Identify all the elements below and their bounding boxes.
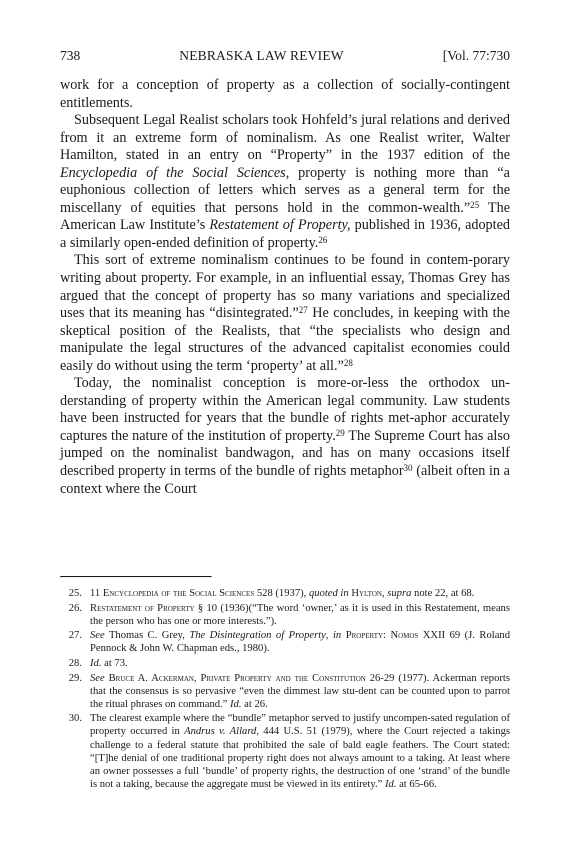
- body-text: [60, 77, 510, 498]
- paragraph: This sort of extreme nominalism continues to be found in contem-porary writing about property. For example, in an influential essay, Thomas Grey has argued that the concept of property has so many variations and specialized uses that its meaning has “disintegrated.”$^{27}$ He concludes, in keeping with the skeptical position of the Realists, that “the specialists who design and manipulate the legal structures of the advanced capitalist economies could easily do without using the term ‘property’ at all.”$^{28}$: [60, 252, 510, 374]
- footnote-ref: 26: [318, 234, 328, 245]
- footnote: [60, 657, 510, 670]
- footnote-ref: 30: [403, 463, 413, 474]
- footnote-ref: 28: [343, 357, 353, 368]
- footnote-number: 27.: [68, 630, 82, 642]
- volume-citation: [Vol. 77:730: [442, 48, 510, 63]
- paragraph: Today, the nominalist conception is more-or-less the orthodox un-derstanding of property within the American legal community. Law students have been instructed for years that the bundle of rights met-aphor accurately captures the nature of the institution of property.$^{29}$ The Supreme Court has also jumped on the nominalist bandwagon, and has on many occasions itself described property in terms of the bundle of rights metaphor$^{30}$ (albeit often in a context where the Court: [60, 375, 510, 497]
- paragraph: work for a conception of property as a collection of socially-contingent entitlements.: [60, 77, 510, 111]
- footnote-text: See Bruce A. Ackerman, Private Property and the Constitution 26-29 (1977). Ackerman reports that the consensus is so pervasive “even the dimmest law stu-dent can be counted upon to parrot the ritual phrases on command.” Id. at 26.: [90, 672, 510, 710]
- running-header: [60, 47, 510, 65]
- footnote: [60, 629, 510, 655]
- footnote-ref: 27: [298, 305, 308, 316]
- footnote: [60, 602, 510, 628]
- footnote-number: 30.: [68, 713, 82, 725]
- footnote-text: 11 Encyclopedia of the Social Sciences 528 (1937), quoted in Hylton, supra note 22, at 68.: [90, 588, 475, 599]
- footnote-text: See Thomas C. Grey, The Disintegration of Property, in Property: Nomos XXII 69 (J. Roland Pennock & John W. Chapman eds., 1980).: [90, 630, 510, 655]
- footnote-number: 29.: [68, 672, 82, 684]
- footnote: [60, 672, 510, 711]
- footnote-text: The clearest example where the “bundle” metaphor served to justify uncompen-sated regulation of property occurred in Andrus v. Allard, 444 U.S. 51 (1979), where the Court rejected a takings challenge to a federal statute that prohibited the sale of bald eagle feathers. The Court stated: “[T]he denial of one traditional property right does not always amount to a taking. At least where an owner possesses a full ‘bundle’ of property rights, the destruction of one ‘strand’ of the bundle is not a taking, because the aggregate must be viewed in its entirety.” Id. at 65-66.: [90, 713, 510, 790]
- footnote-ref: 29: [335, 427, 345, 438]
- page-number: 738: [60, 48, 81, 63]
- footnote: [60, 587, 510, 600]
- footnote-text: Restatement of Property § 10 (1936)(“The word ‘owner,’ as it is used in this Restatement, means the person who has one or more interests.”).: [90, 602, 510, 627]
- footnote-ref: 25: [470, 199, 480, 210]
- footnotes-section: [60, 576, 510, 792]
- footnote-number: 28.: [68, 657, 82, 669]
- footnote-divider: [60, 576, 212, 578]
- footnote-number: 25.: [68, 588, 82, 599]
- footnotes: [60, 587, 510, 791]
- footnote-text: Id. at 73.: [90, 657, 128, 669]
- footnote-number: 26.: [68, 602, 82, 614]
- paragraph: Subsequent Legal Realist scholars took Hohfeld’s jural relations and derived from it an extreme form of nominalism. As one Realist writer, Walter Hamilton, stated in an entry on “Property” in the 1937 edition of the Encyclopedia of the Social Sciences, property is nothing more than “a euphonious collection of letters which serves as a general term for the miscellany of equities that persons hold in the common-wealth.”$^{25}$ The American Law Institute’s Restatement of Property, published in 1936, adopted a similarly open-ended definition of property.$^{26}$: [60, 112, 510, 251]
- page: [60, 47, 510, 498]
- footnote: [60, 712, 510, 791]
- journal-title: NEBRASKA LAW REVIEW: [179, 48, 344, 63]
